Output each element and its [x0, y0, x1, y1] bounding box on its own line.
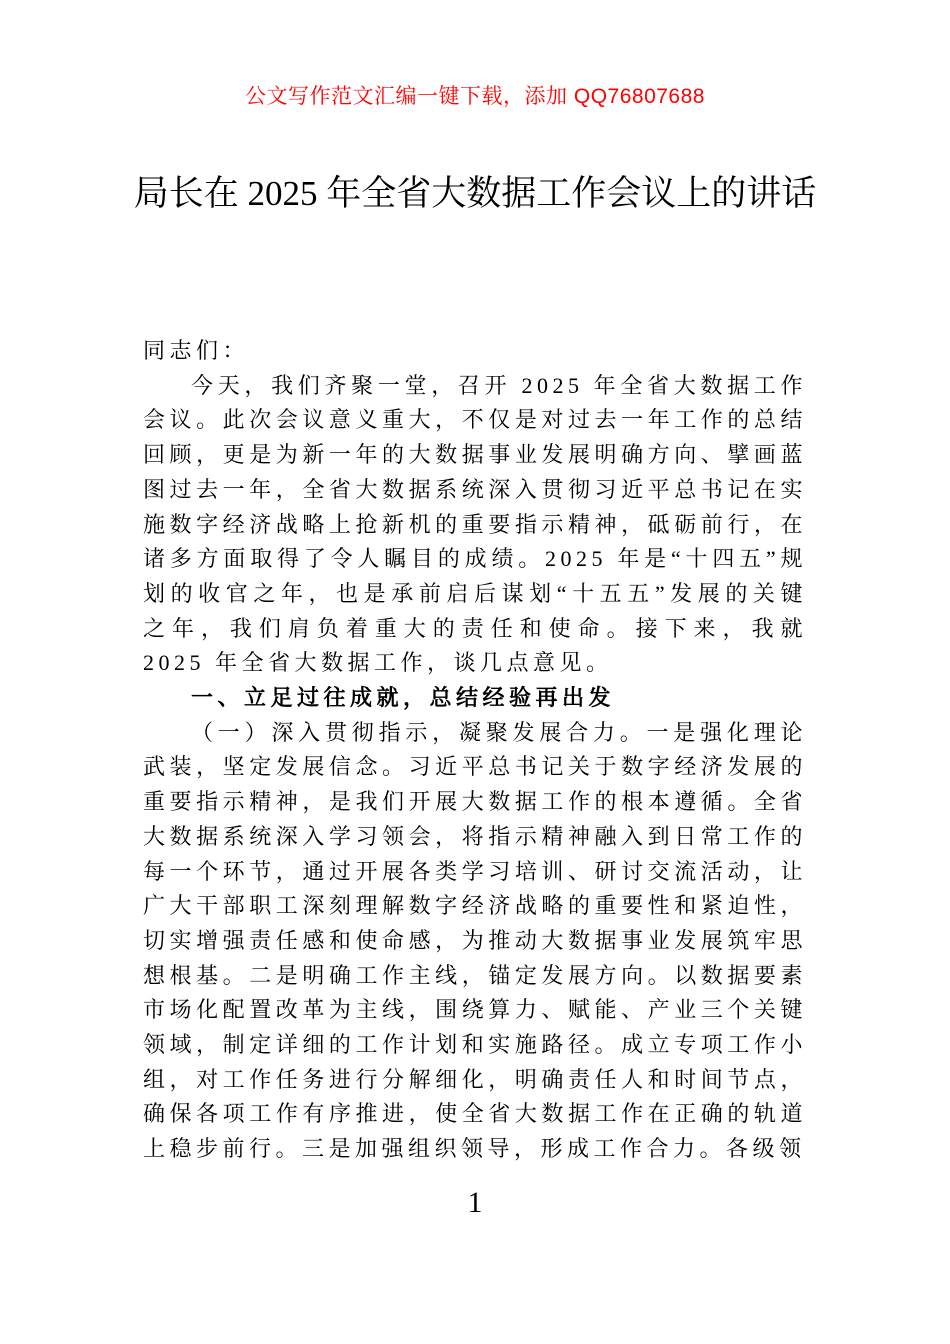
page-number: 1: [467, 1186, 483, 1219]
document-body: [143, 334, 807, 1167]
section-heading: 一、立足过往成就，总结经验再出发: [191, 685, 616, 711]
body-paragraph: 今天，我们齐聚一堂，召开 2025 年全省大数据工作会议。此次会议意义重大，不仅是对过去一年工作的总结回顾，更是为新一年的大数据事业发展明确方向、擘画蓝图过去一年，全省大数据系统深入贯彻习近平总书记在实施数字经济战略上抢新机的重要指示精神，砥砺前行，在诸多方面取得了令人瞩目的成绩。2025 年是“十四五”规划的收官之年，也是承前启后谋划“十五五”发展的关键之年，我们肩负着重大的责任和使命。接下来，我就 2025 年全省大数据工作，谈几点意见。: [143, 372, 807, 676]
body-paragraph: （一）深入贯彻指示，凝聚发展合力。一是强化理论武装，坚定发展信念。习近平总书记关于数字经济发展的重要指示精神，是我们开展大数据工作的根本遵循。全省大数据系统深入学习领会，将指示精神融入到日常工作的每一个环节，通过开展各类学习培训、研讨交流活动，让广大干部职工深刻理解数字经济战略的重要性和紧迫性，切实增强责任感和使命感，为推动大数据事业发展筑牢思想根基。二是明确工作主线，锚定发展方向。以数据要素市场化配置改革为主线，围绕算力、赋能、产业三个关键领域，制定详细的工作计划和实施路径。成立专项工作小组，对工作任务进行分解细化，明确责任人和时间节点，确保各项工作有序推进，使全省大数据工作在正确的轨道上稳步前行。三是加强组织领导，形成工作合力。各级领: [143, 719, 807, 1162]
document-title: 局长在 2025 年全省大数据工作会议上的讲话: [133, 174, 817, 213]
header-notice: 公文写作范文汇编一键下载，添加 QQ76807688: [245, 85, 705, 108]
body-paragraph: 同志们：: [143, 338, 250, 363]
